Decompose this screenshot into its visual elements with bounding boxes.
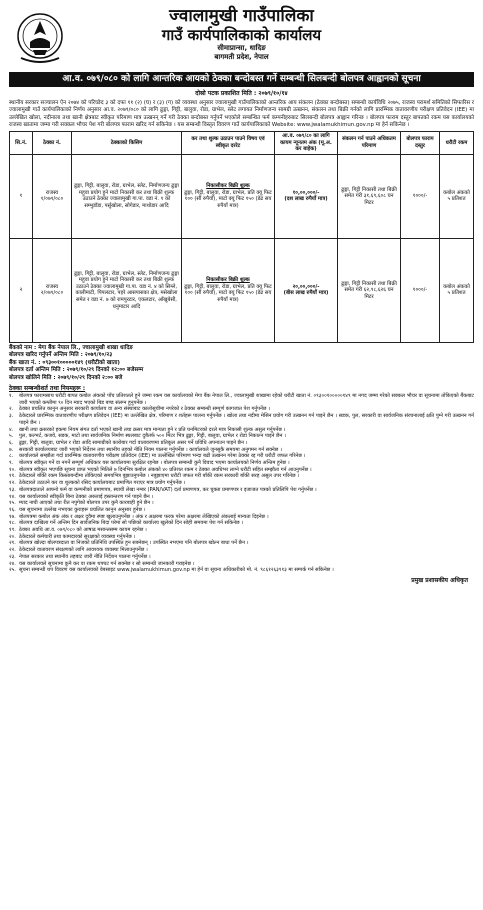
header-rate: कर तथा शुल्क उठाउन पाउने विषय एवं स्वीकृत दररेट bbox=[182, 132, 275, 155]
cell-serial: २ bbox=[10, 238, 33, 342]
office-name: गाउँ कार्यपालिकाको कार्यालय bbox=[161, 26, 322, 44]
rate-description: ढुङ्गा, गिट्टी, बालुवा, रोडा, ग्राभेल, प्रति क्यू फिट १०० (सौ रुपैयाँ), माटो क्यू फिट १५० (डेढ सय रुपैयाँ मात्र) bbox=[184, 283, 272, 304]
term-number: ५. bbox=[9, 433, 14, 440]
header-minimum-amount: आ.व. ०७९/८० का लागि कायम न्यूनतम अंक (मू.अ. कर बाहेक) bbox=[275, 132, 338, 155]
term-text: बोलपत्रदाताले आफ्नो फर्म वा कम्पनीको प्रमाणपत्र, स्थायी लेखा नम्बर (PAN/VAT) दर्ता प्रमाणपत्र, कर चुक्ता प्रमाणपत्र र इजाजत पत्रको प्रतिलिपि पेश गर्नुपर्नेछ । bbox=[19, 486, 317, 493]
notice-title-banner: आ.व. ०७९/०८० को लागि आन्तरिक आयको ठेक्का बन्दोबस्त गर्ने सम्बन्धी सिलबन्दी बोलपत्र आह्वानको सूचना bbox=[9, 72, 474, 87]
contracts-table bbox=[9, 131, 474, 343]
bid-info-block bbox=[9, 345, 474, 382]
term-number: २३. bbox=[9, 553, 16, 560]
term-number: १४. bbox=[9, 493, 16, 500]
term-item bbox=[9, 527, 474, 534]
term-text: ठेकेदारले उठाउने कर वा शुल्कको रसिद कार्यालयबाट प्रमाणित गराएर मात्र प्रयोग गर्नुपर्नेछ । bbox=[19, 480, 186, 487]
term-text: कार्यालयले सम्झौता गर्दा प्रारम्भिक वातावरणीय परीक्षण प्रतिवेदन (IEE) मा उल्लेखित परिमाण भन्दा बढी उत्खनन गरेमा ठेक्का रद्द गरी धरौटी जफत गरिनेछ । bbox=[19, 453, 306, 460]
term-item bbox=[9, 507, 474, 514]
term-number: १८. bbox=[9, 520, 16, 527]
cell-deposit: कबोल अंकको ५ प्रतिशत bbox=[440, 154, 474, 238]
term-number: १९. bbox=[9, 527, 16, 534]
term-text: म्याद नाघी आएको तथा रीत नपुगेको बोलपत्र उपर कुनै कारबाही हुने छैन । bbox=[19, 500, 154, 507]
cell-max-quantity: ढुङ्गा, गिट्टी निकासी तथा बिक्री समेत गरी ६२,९८,६२६ घन मिटर bbox=[338, 238, 401, 342]
submission-deadline: बोलपत्र दर्ता अन्तिम मिति : २०७९/१०/२९ दिनको १२:०० बजेसम्म bbox=[9, 367, 144, 374]
office-address-line-2: बागमती प्रदेश, नेपाल bbox=[214, 53, 269, 61]
term-text: सूचना सम्बन्धी थप विवरण यस कार्यालयको वेबसाइट www.jwalamukhimun.gov.np मा हेर्न वा सूचना अधिकारीको मो. नं. ९८६१२६३९१३ मा सम्पर्क गर्न सकिनेछ । bbox=[19, 567, 334, 574]
term-item bbox=[9, 547, 474, 554]
term-text: नेपाल सरकार तथा स्थानीय तहबाट जारी नीति निर्देशन पालना गर्नुपर्नेछ । bbox=[19, 553, 151, 560]
minimum-amount-words: (दश लाख रुपैयाँ मात्र) bbox=[284, 196, 328, 203]
term-text: ठेकेदारले बाँकी रकम किस्ताबन्दीमा तोकिएको समयभित्र बुझाउनुपर्नेछ । नबुझाएमा धरौटी जफत गरी बाँकी रकम सरकारी बाँकी सरह असुल उपर गरिनेछ । bbox=[19, 473, 300, 480]
header-form-fee: बोलपत्र फाराम दस्तुर bbox=[401, 132, 440, 155]
term-item bbox=[9, 487, 474, 494]
term-text: बोलपत्र फारामसाथ धरौटी बापत कबोल अंकको पाँच प्रतिशतले हुने जम्मा रकम यस कार्यालयको मेगा बैंक नेपाल लि., ज्वालामुखी शाखामा रहेको धरौटी खाता नं. ०९३००१०००००१४९ मा नगद जम्मा गरेको सक्कल भौचर वा सूचनामा तोकिएको बैंकबाट जारी भएको कम्तीमा ९० दिन म्याद भएको बिड बण्ड संलग्न हुनुपर्नेछ । bbox=[19, 393, 474, 406]
terms-heading: ठेक्का सम्बन्धीशर्त तथा नियमहरू : bbox=[9, 385, 86, 392]
bank-name: बैंकको नाम : मेगा बैंक नेपाल लि., ज्वालामुखी शाखा धादिङ bbox=[9, 344, 133, 351]
term-text: सरकारी कार्यालयबाट जारी भएको निर्देशन तथा स्थानीय तहको नीति नियम पालना गर्नुपर्नेछ । कार्यालयले जुनसुकै समयमा अनुगमन गर्न सक्नेछ । bbox=[19, 446, 282, 453]
term-item bbox=[9, 433, 474, 440]
table-row bbox=[10, 238, 474, 342]
term-number: १५. bbox=[9, 500, 16, 507]
minimum-amount-figure: १०,००,०००/- bbox=[292, 189, 320, 196]
term-item bbox=[9, 567, 474, 574]
cell-form-fee: १०००/- bbox=[401, 154, 440, 238]
term-text: खानी तथा क्रसरको हकमा नियम संगत दर्ता भएको खानी तथा क्रसर मात्र मान्यता हुने र प्रति घनमिटरको दरले मात्र निकासी शुल्क असुल गर्नुपर्नेछ । bbox=[19, 426, 286, 433]
term-number: १७. bbox=[9, 513, 16, 520]
term-text: बोलपत्र स्वीकृत गर्ने वा नगर्ने सम्पूर्ण अधिकार यस कार्यालयमा सुरक्षित रहनेछ । बोलपत्र सम्बन्धी कुनै विवाद भएमा कार्यालयको निर्णय अन्तिम हुनेछ । bbox=[19, 460, 290, 467]
term-item bbox=[9, 413, 474, 426]
term-number: १३. bbox=[9, 486, 16, 493]
term-number: १६. bbox=[9, 506, 16, 513]
term-number: ११. bbox=[9, 473, 16, 480]
cell-minimum-amount bbox=[275, 238, 338, 342]
term-number: २. bbox=[9, 406, 14, 413]
term-number: ३. bbox=[9, 413, 14, 420]
minimum-amount-figure: २०,००,०००/- bbox=[292, 283, 320, 290]
term-number: २०. bbox=[9, 533, 16, 540]
term-item bbox=[9, 500, 474, 507]
cell-rate bbox=[182, 238, 275, 342]
term-text: बोलपत्र खोल्दा बोलपत्रदाता वा निजको प्रतिनिधि उपस्थित हुन सक्नेछन् । उपस्थित नभएमा पनि बोलपत्र खोल्न बाधा पर्ने छैन । bbox=[19, 540, 249, 547]
term-number: १२. bbox=[9, 480, 16, 487]
term-item bbox=[9, 440, 474, 447]
term-text: यस सूचनामा उल्लेख नभएका कुराहरू प्रचलित कानुन अनुसार हुनेछ । bbox=[19, 506, 146, 513]
term-text: बोलपत्र स्वीकृत भएपछि सूचना प्राप्त भएको मितिले ७ दिनभित्र कबोल अंकको ४० प्रतिशत रकम र ठेक्का अवधिभर लाग्ने धरौटी सहित सम्झौता गर्न आउनुपर्नेछ । bbox=[19, 466, 312, 473]
table-row bbox=[10, 154, 474, 238]
term-text: ठेक्का अवधि आ.व. ०७९/०८० को आषाढ मसान्तसम्म कायम रहनेछ । bbox=[19, 527, 147, 534]
term-text: ठेकेदारले प्रारम्भिक वातावरणीय परीक्षण प्रतिवेदन (IEE) मा उल्लेखित क्षेत्र, परिमाण र शर्तहरू पालना गर्नुपर्नेछ । खोला तथा नदीमा मेसिन प्रयोग गरी उत्खनन गर्न पाइने छैन । सडक, पुल, सरकारी वा सार्वजनिक संरचनालाई क्षति पुग्ने गरी उत्खनन गर्न पाइने छैन । bbox=[19, 413, 474, 426]
rate-title: निकासीकर बिक्री शुल्क bbox=[206, 183, 250, 190]
publication-date: दोस्रो पटक प्रकाशित मिति : २०७९/१०/१४ bbox=[195, 90, 288, 97]
term-text: ठेकेदारले कर्मचारी तथा कामदारको सुरक्षाको व्यवस्था गर्नुपर्नेछ । bbox=[19, 533, 136, 540]
term-text: बोलपत्रमा कबोल अंक अंक र अक्षर दुवैमा स्पष्ट खुलाउनुपर्नेछ । अंक र अक्षरमा फरक परेमा अक्षरमा लेखिएको अंकलाई मान्यता दिइनेछ । bbox=[19, 513, 269, 520]
term-number: ६. bbox=[9, 439, 14, 446]
purchase-deadline: बोलपत्र खरिद गर्नुपर्ने अन्तिम मिति : २०७९/१०/२३ bbox=[9, 352, 113, 359]
cell-contract-type: ढुङ्गा, गिट्टी, बालुवा, रोडा, ग्राभेल, स्लेट, निर्माणजन्य ढुङ्गा महुवा प्रयोग हुने माटो निकासी कर तथा बिक्री शुल्क उठाउने ठेक्का ज्वालामुखी गा.पा. वडा नं. १ को सम्भुडाँडा, पर्सुखोला, सोगेडार, माथोडार आदि bbox=[72, 154, 182, 238]
term-item bbox=[9, 480, 474, 487]
cell-contract-no: राजस्व २/०७९/०८० bbox=[33, 238, 72, 342]
term-text: बोलपत्र दाखिला गर्ने अन्तिम दिन सार्वजनिक बिदा परेमा सो पछिको कार्यालय खुलेको दिन सोही समयमा पेश गर्न सकिनेछ । bbox=[19, 520, 244, 527]
rate-title: निकासीकर बिक्री शुल्क bbox=[206, 277, 250, 284]
term-text: यस कार्यालयको स्वीकृति बिना ठेक्का अरुलाई हस्तान्तरण गर्न पाइने छैन । bbox=[19, 493, 154, 500]
header-max-quantity: संकलन गर्न पाउने अधिकतम परिमाण bbox=[338, 132, 401, 155]
term-number: २४. bbox=[9, 560, 16, 567]
term-item bbox=[9, 393, 474, 406]
term-number: २१. bbox=[9, 540, 16, 547]
cell-contract-no: राजस्व १/०७९/०८० bbox=[33, 154, 72, 238]
term-text: ठेक्का प्रचलित कानुन अनुसार सरकारी कार्यालय वा अन्य संस्थाबाट कालोसूचीमा नपरेको र ठेक्का सम्बन्धी सम्पूर्ण कागजात पेश गर्नुपर्नेछ । bbox=[19, 406, 270, 413]
term-number: ८. bbox=[9, 453, 14, 460]
header-contract-no: ठेक्का नं. bbox=[33, 132, 72, 155]
term-number: ४. bbox=[9, 426, 14, 433]
municipality-name: ज्वालामुखी गाउँपालिका bbox=[169, 6, 314, 26]
term-text: पुल, कल्भर्ट, कजवे, सडक, माटो तथा सार्वजनिक निर्माण स्थलबाट दुबैतर्फ ५०० मिटर भित्र ढुङ्गा, गिट्टी, बालुवा, ग्राभेल र रोडा निकाल्न पाइने छैन । bbox=[19, 433, 286, 440]
header-serial: सि.नं. bbox=[10, 132, 33, 155]
cell-rate bbox=[182, 154, 275, 238]
term-number: १. bbox=[9, 393, 14, 399]
cell-serial: १ bbox=[10, 154, 33, 238]
notice-header bbox=[9, 6, 474, 72]
term-number: १०. bbox=[9, 466, 16, 473]
nepal-government-emblem-icon bbox=[15, 8, 65, 66]
cell-form-fee: १०००/- bbox=[401, 238, 440, 342]
cell-max-quantity: ढुङ्गा, गिट्टी निकासी तथा बिक्री समेत गरी ३१,६९,६०८ घन मिटर bbox=[338, 154, 401, 238]
term-text: यस कार्यालयले सूचनामा कुनै कर वा रकम थपघट गर्न सक्नेछ र सो सम्बन्धी जानकारी गराइनेछ । bbox=[19, 560, 195, 567]
term-number: ७. bbox=[9, 446, 14, 453]
term-text: ढुङ्गा, गिट्टी, बालुवा, ग्राभेल र रोडा आदि सामाग्रीको कारोबार गर्दा वातावरणमा प्रतिकूल असर पर्ने प्रविधि अपनाउन पाइने छैन । bbox=[19, 439, 248, 446]
intro-paragraph: स्थानीय सरकार सञ्चालन ऐन २०७४ को परिच्छेद ३ को दफा ११ (२) (घ) र (३) (ग) को व्यवस्था अनुसार ज्वालामुखी गाउँपालिकाको आन्तरिक आय संकलन (ठेक्का बन्दोबस्त) सम्बन्धी कार्यविधि २०७५, राजस्व परामर्श समितिको सिफारिस र ज्वालामुखी गाउँ कार्यपालिकाको निर्णय अनुसार आ.व. २०७९/०८० को लागि ढुङ्गा, गिट्टी, बालुवा, रोडा, ग्राभेल, स्लेट लगायत निर्माणजन्य सामग्री उत्खनन, संकलन तथा बिक्री गर्नको लागि प्रारम्भिक वातावरणीय परीक्षण प्रतिवेदन (IEE) मा उल्लेखित खोला, नदीनाला तथा खानी क्षेत्रबाट स्वीकृत परिमाण मात्र उत्खनन् गर्ने गरी ठेक्का बन्दोबस्त गर्नुपर्ने भएकोले सम्बन्धित फर्म कम्पनीहरुबाट सिलबन्दी बोलपत्र आह्वान गरिन्छ । बोलपत्र फाराम दस्तुर बापतको रकम यस कार्यालयको राजस्व खातामा जम्मा गरी सक्कल भौचर पेश गरी बोलपत्र फाराम खरिद गर्न सकिनेछ । यस सम्बन्धी विस्तृत विवरण गाउँ कार्यपालिकाको Website: www.jwalamukhimun.gov.np मा हेर्न सकिनेछ । bbox=[9, 100, 474, 128]
term-item bbox=[9, 460, 474, 467]
term-number: २५. bbox=[9, 567, 16, 574]
header-contract-type: ठेक्काको किसिम bbox=[72, 132, 182, 155]
office-address-line-1: सीमाप्रान्सा, धादिङ bbox=[217, 44, 266, 52]
cell-contract-type: ढुङ्गा, गिट्टी, बालुवा, रोडा, ग्राभेल, स्लेट, निर्माणजन्य ढुङ्गा महुवा प्रयोग हुने माटो निकासी कर तथा बिक्री शुल्क उठाउने ठेक्का ज्वालामुखी गा.पा. वडा नं. ४ को सिम्ले, कालीमाटी, पिपलटार, पहरे आसपासका क्षेत्र, मसेखोला समेत र वडा नं. ७ को रामपुरटार, एकलटार, आँखुबेसी, धनुमाटार आदि bbox=[72, 238, 182, 342]
term-item bbox=[9, 554, 474, 561]
term-number: ९. bbox=[9, 460, 14, 467]
rate-description: ढुङ्गा, गिट्टी, बालुवा, रोडा, ग्राभेल, प्रति क्यू फिट १०० (सौ रुपैयाँ), माटो क्यू फिट १५० (डेढ सय रुपैयाँ मात्र) bbox=[184, 189, 272, 210]
minimum-amount-words: (बीस लाख रुपैयाँ मात्र) bbox=[283, 290, 329, 297]
cell-minimum-amount bbox=[275, 154, 338, 238]
table-header-row bbox=[10, 132, 474, 155]
bank-account: बैंक खाता नं. : ०९३००१०००००१४९ (धरौटीको खाता) bbox=[9, 359, 120, 366]
opening-date: बोलपत्र खोलिने मिति : २०७९/१०/२९ दिनको २:०० बजे bbox=[9, 374, 123, 381]
cell-deposit: कबोल अंकको ५ प्रतिशत bbox=[440, 238, 474, 342]
term-text: ठेकेदारले वातावरण संरक्षणको लागि आवश्यक व्यवस्था मिलाउनुपर्नेछ । bbox=[19, 547, 148, 554]
term-number: २२. bbox=[9, 547, 16, 554]
header-deposit: धरौटी रकम bbox=[440, 132, 474, 155]
terms-list bbox=[9, 393, 474, 574]
signature-title: प्रमुख प्रशासकीय अधिकृत bbox=[411, 576, 468, 584]
